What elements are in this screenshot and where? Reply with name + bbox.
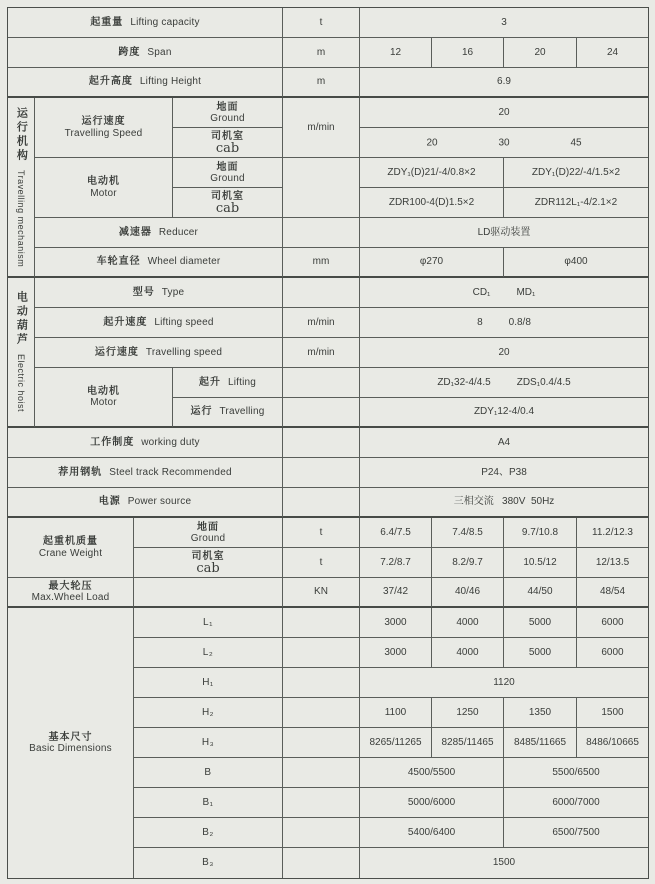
- reducer-label: [35, 218, 283, 248]
- max-wheel-load-label-zh: 最大轮压: [48, 581, 93, 592]
- max-wheel-load-sub-empty: [134, 578, 283, 608]
- dim-h2-value-1: 1100: [360, 698, 432, 728]
- working-duty-label: [8, 428, 283, 458]
- span-value-16: 16: [432, 38, 504, 68]
- travelling-motor-ground-value-2: ZDY₁(D)22/-4/1.5×2: [504, 158, 648, 188]
- travelling-speed-cab-en: cab: [215, 140, 240, 156]
- reducer-value: LD驱动装置: [360, 218, 648, 248]
- crane-weight-ground-value-2: 7.4/8.5: [432, 518, 504, 548]
- span-label-zh: 跨度: [118, 46, 141, 58]
- crane-weight-ground-value-1: 6.4/7.5: [360, 518, 432, 548]
- hoist-motor-travelling-zh: 运行: [190, 406, 213, 418]
- hoist-lifting-speed-value-1: 8: [477, 316, 483, 328]
- span-value-24: 24: [577, 38, 648, 68]
- wheel-diameter-label-zh: 车轮直径: [96, 256, 141, 268]
- section-electric-hoist-zh: 电动葫芦: [15, 291, 28, 348]
- dim-h2-value-2: 1250: [432, 698, 504, 728]
- working-duty-value: A4: [360, 428, 648, 458]
- travelling-speed-ground-label: [173, 98, 283, 128]
- hoist-type-label: [35, 278, 283, 308]
- working-duty-label-en: working duty: [141, 436, 200, 448]
- dim-l2-value-1: 3000: [360, 638, 432, 668]
- dim-h1-label: H₁: [134, 668, 283, 698]
- dim-h3-value-2: 8285/11465: [432, 728, 504, 758]
- dim-b-unit-empty: [283, 758, 360, 788]
- power-source-label: [8, 488, 283, 518]
- working-duty-label-zh: 工作制度: [90, 436, 135, 448]
- max-wheel-load-label: [8, 578, 134, 608]
- travelling-motor-ground-en: Ground: [210, 172, 245, 184]
- span-value-20: 20: [504, 38, 577, 68]
- crane-weight-ground-en: Ground: [190, 532, 226, 544]
- dim-b-value-1: 4500/5500: [360, 758, 504, 788]
- crane-weight-cab-unit: t: [283, 548, 360, 578]
- hoist-motor-lifting-label: [173, 368, 283, 398]
- travelling-speed-label-zh: 运行速度: [81, 116, 126, 127]
- dim-h2-value-3: 1350: [504, 698, 577, 728]
- hoist-motor-lifting-value-1: ZD₁32-4/4.5: [437, 376, 491, 388]
- hoist-motor-lifting-unit-empty: [283, 368, 360, 398]
- dim-b3-value: 1500: [492, 857, 516, 869]
- lifting-height-label-en: Lifting Height: [139, 76, 202, 88]
- span-label-en: Span: [147, 46, 172, 58]
- dim-b-label: B: [134, 758, 283, 788]
- power-source-label-zh: 电源: [98, 496, 121, 508]
- steel-track-label-zh: 荐用钢轨: [58, 466, 103, 478]
- dim-h2-unit-empty: [283, 698, 360, 728]
- hoist-type-label-en: Type: [161, 286, 185, 298]
- dim-b1-value-1: 5000/6000: [360, 788, 504, 818]
- crane-weight-cab-value-4: 12/13.5: [577, 548, 648, 578]
- crane-weight-cab-label: [134, 548, 283, 578]
- max-wheel-load-label-en: Max.Wheel Load: [31, 592, 110, 603]
- lifting-height-label: [8, 68, 283, 98]
- hoist-lifting-speed-label-en: Lifting speed: [154, 316, 214, 328]
- travelling-speed-cab-value-3: 45: [570, 136, 582, 148]
- max-wheel-load-unit: KN: [283, 578, 360, 608]
- basic-dimensions-label-zh: 基本尺寸: [48, 731, 93, 743]
- section-electric-hoist: [8, 278, 35, 428]
- span-value-12: 12: [360, 38, 432, 68]
- reducer-unit-empty: [283, 218, 360, 248]
- travelling-motor-label-zh: 电动机: [87, 176, 120, 187]
- power-source-label-en: Power source: [127, 496, 192, 508]
- dim-b1-unit-empty: [283, 788, 360, 818]
- travelling-motor-ground-label: [173, 158, 283, 188]
- lifting-capacity-unit: t: [283, 8, 360, 38]
- crane-weight-ground-label: [134, 518, 283, 548]
- lifting-capacity-value: 3: [360, 8, 648, 38]
- dim-b2-label: B₂: [134, 818, 283, 848]
- hoist-motor-travelling-value: ZDY₁12-4/0.4: [360, 398, 648, 428]
- crane-weight-cab-value-3: 10.5/12: [504, 548, 577, 578]
- travelling-speed-ground-zh: 地面: [216, 101, 239, 113]
- dim-h1-value: 1120: [360, 668, 648, 698]
- crane-weight-ground-zh: 地面: [197, 521, 219, 533]
- dim-b1-label: B₁: [134, 788, 283, 818]
- crane-weight-cab-value-2: 8.2/9.7: [432, 548, 504, 578]
- hoist-motor-label-en: Motor: [90, 397, 117, 408]
- dim-l2-value-4: 6000: [577, 638, 648, 668]
- power-source-unit-empty: [283, 488, 360, 518]
- crane-weight-ground-unit: t: [283, 518, 360, 548]
- hoist-travelling-speed-unit: m/min: [283, 338, 360, 368]
- travelling-motor-label-en: Motor: [90, 187, 117, 199]
- hoist-motor-lifting-value-2: ZDS₁0.4/4.5: [516, 376, 571, 388]
- max-wheel-load-value-1: 37/42: [360, 578, 432, 608]
- span-label: [8, 38, 283, 68]
- dim-l1-unit-empty: [283, 608, 360, 638]
- travelling-speed-label: [35, 98, 173, 158]
- hoist-motor-travelling-label: [173, 398, 283, 428]
- crane-weight-cab-en: cab: [196, 560, 220, 576]
- hoist-motor-label-zh: 电动机: [87, 385, 120, 397]
- crane-weight-cab-zh: 司机室: [191, 550, 225, 562]
- travelling-motor-cab-value-2: ZDR112L₁-4/2.1×2: [504, 188, 648, 218]
- hoist-travelling-speed-value: 20: [360, 338, 648, 368]
- hoist-type-values: [360, 278, 648, 308]
- lifting-capacity-label-en: Lifting capacity: [130, 16, 200, 28]
- travelling-motor-unit-empty: [283, 158, 360, 218]
- working-duty-unit-empty: [283, 428, 360, 458]
- span-unit: m: [283, 38, 360, 68]
- hoist-type-label-zh: 型号: [132, 286, 155, 298]
- hoist-lifting-speed-value-2: 0.8/8: [508, 316, 531, 328]
- steel-track-unit-empty: [283, 458, 360, 488]
- power-source-value: 三相交流 380V 50Hz: [360, 488, 648, 518]
- dim-l1-label: L₁: [134, 608, 283, 638]
- dim-h3-value-3: 8485/11665: [504, 728, 577, 758]
- travelling-speed-cab-value-2: 30: [498, 136, 510, 148]
- travelling-speed-ground-value: 20: [360, 98, 648, 128]
- dim-l1-value-2: 4000: [432, 608, 504, 638]
- dim-l2-unit-empty: [283, 638, 360, 668]
- dim-l1-value-3: 5000: [504, 608, 577, 638]
- travelling-speed-cab-label: [173, 128, 283, 158]
- travelling-motor-ground-value-1: ZDY₁(D)21/-4/0.8×2: [360, 158, 504, 188]
- travelling-motor-label: [35, 158, 173, 218]
- dim-h2-label: H₂: [134, 698, 283, 728]
- lifting-height-label-zh: 起升高度: [88, 76, 133, 88]
- crane-weight-label: [8, 518, 134, 578]
- travelling-motor-cab-zh: 司机室: [211, 190, 244, 202]
- hoist-motor-lifting-values: [360, 368, 648, 398]
- steel-track-value: P24、P38: [360, 458, 648, 488]
- lifting-height-unit: m: [283, 68, 360, 98]
- basic-dimensions-label: [8, 608, 134, 878]
- dim-h2-value-4: 1500: [577, 698, 648, 728]
- dim-l2-value-3: 5000: [504, 638, 577, 668]
- dim-b2-value-1: 5400/6400: [360, 818, 504, 848]
- travelling-motor-cab-label: [173, 188, 283, 218]
- dim-h3-value-1: 8265/11265: [360, 728, 432, 758]
- hoist-travelling-speed-label-en: Travelling speed: [145, 346, 223, 358]
- basic-dimensions-label-en: Basic Dimensions: [29, 743, 112, 754]
- travelling-motor-cab-en: cab: [215, 200, 240, 216]
- wheel-diameter-value-1: φ270: [360, 248, 504, 278]
- dim-h3-label: H₃: [134, 728, 283, 758]
- max-wheel-load-value-3: 44/50: [504, 578, 577, 608]
- dim-l1-value-4: 6000: [577, 608, 648, 638]
- hoist-travelling-speed-label: [35, 338, 283, 368]
- lifting-height-value: 6.9: [360, 68, 648, 98]
- lifting-capacity-label-zh: 起重量: [90, 16, 124, 28]
- travelling-motor-ground-zh: 地面: [216, 161, 239, 173]
- hoist-lifting-speed-values: [360, 308, 648, 338]
- crane-weight-ground-value-4: 11.2/12.3: [577, 518, 648, 548]
- dim-h3-unit-empty: [283, 728, 360, 758]
- max-wheel-load-value-4: 48/54: [577, 578, 648, 608]
- crane-weight-label-zh: 起重机质量: [43, 536, 98, 547]
- dim-b2-value-2: 6500/7500: [504, 818, 648, 848]
- max-wheel-load-value-2: 40/46: [432, 578, 504, 608]
- reducer-label-en: Reducer: [158, 226, 199, 238]
- dim-h3-value-4: 8486/10665: [577, 728, 648, 758]
- dim-h1-unit-empty: [283, 668, 360, 698]
- dim-l2-value-2: 4000: [432, 638, 504, 668]
- reducer-label-zh: 减速器: [118, 226, 152, 238]
- hoist-type-unit-empty: [283, 278, 360, 308]
- crane-weight-cab-value-1: 7.2/8.7: [360, 548, 432, 578]
- dim-b1-value-2: 6000/7000: [504, 788, 648, 818]
- wheel-diameter-label-en: Wheel diameter: [147, 256, 221, 268]
- hoist-travelling-speed-label-zh: 运行速度: [94, 346, 139, 358]
- hoist-motor-lifting-zh: 起升: [198, 376, 221, 388]
- travelling-speed-unit: m/min: [283, 98, 360, 158]
- hoist-lifting-speed-unit: m/min: [283, 308, 360, 338]
- dim-b3-label: B₃: [134, 848, 283, 878]
- travelling-speed-cab-zh: 司机室: [211, 130, 244, 142]
- hoist-type-value-2: MD₁: [516, 286, 536, 298]
- lifting-capacity-label: [8, 8, 283, 38]
- dim-l2-label: L₂: [134, 638, 283, 668]
- wheel-diameter-value-2: φ400: [504, 248, 648, 278]
- travelling-speed-label-en: Travelling Speed: [64, 127, 143, 139]
- dim-b2-unit-empty: [283, 818, 360, 848]
- crane-weight-ground-value-3: 9.7/10.8: [504, 518, 577, 548]
- travelling-speed-ground-en: Ground: [210, 112, 245, 124]
- wheel-diameter-unit: mm: [283, 248, 360, 278]
- dim-b-value-2: 5500/6500: [504, 758, 648, 788]
- hoist-lifting-speed-label: [35, 308, 283, 338]
- travelling-motor-cab-value-1: ZDR100-4(D)1.5×2: [360, 188, 504, 218]
- section-travelling-mechanism: [8, 98, 35, 278]
- hoist-lifting-speed-label-zh: 起升速度: [103, 316, 148, 328]
- wheel-diameter-label: [35, 248, 283, 278]
- crane-weight-label-en: Crane Weight: [38, 547, 103, 559]
- travelling-speed-cab-value-1: 20: [426, 136, 438, 148]
- hoist-motor-travelling-unit-empty: [283, 398, 360, 428]
- steel-track-label-en: Steel track Recommended: [109, 466, 232, 478]
- dim-b3-unit-empty: [283, 848, 360, 878]
- travelling-speed-cab-values: [360, 128, 648, 158]
- crane-spec-table: [7, 7, 649, 879]
- section-travelling-mechanism-en: Travelling mechanism: [16, 169, 27, 268]
- section-travelling-mechanism-zh: 运行机构: [15, 106, 28, 163]
- hoist-type-value-1: CD₁: [472, 286, 491, 298]
- dim-l1-value-1: 3000: [360, 608, 432, 638]
- hoist-motor-travelling-en: Travelling: [219, 406, 265, 418]
- hoist-motor-label: [35, 368, 173, 428]
- steel-track-label: [8, 458, 283, 488]
- section-electric-hoist-en: Electric hoist: [16, 354, 27, 413]
- hoist-motor-lifting-en: Lifting: [227, 376, 257, 388]
